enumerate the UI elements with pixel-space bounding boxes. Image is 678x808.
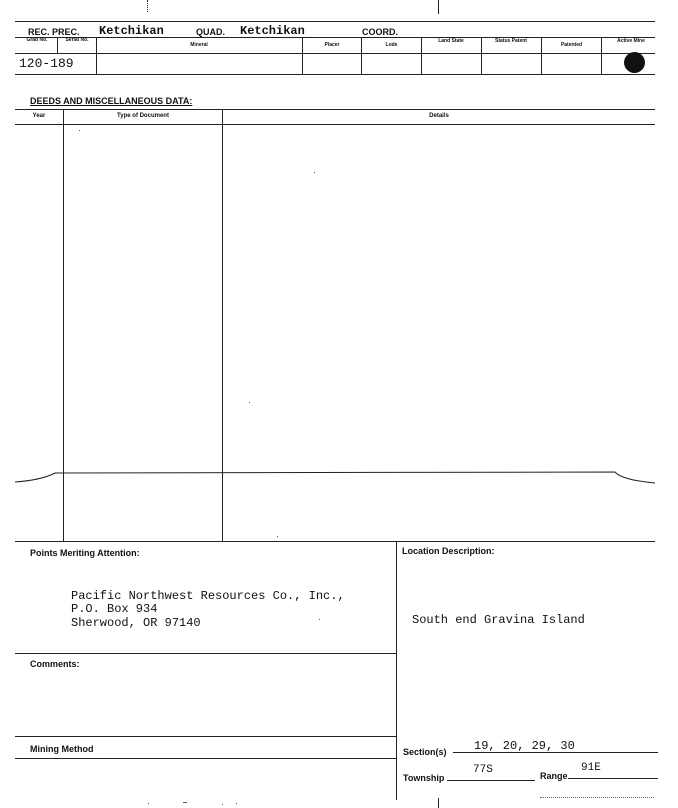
points-label: Points Meriting Attention: <box>30 548 140 558</box>
punch-hole-mark <box>624 52 645 73</box>
township-value: 77S <box>473 764 493 776</box>
township-label: Township <box>403 773 445 783</box>
location-value: South end Gravina Island <box>412 613 585 627</box>
col-lode: Lode <box>385 42 398 48</box>
comments-label: Comments: <box>30 659 80 669</box>
bottom-scan-noise <box>540 797 654 798</box>
bottom-tick-mark <box>438 798 439 808</box>
rec-prec-value: Ketchikan <box>99 24 164 38</box>
points-line-2: P.O. Box 934 <box>71 602 158 616</box>
col-placer: Placer <box>324 42 340 48</box>
deeds-title: DEEDS AND MISCELLANEOUS DATA: <box>30 96 193 106</box>
col-status-patent: Status Patent <box>495 38 527 44</box>
grad-no-value: 120-189 <box>19 56 74 71</box>
col-details: Details <box>429 113 449 119</box>
sections-value: 19, 20, 29, 30 <box>474 739 575 753</box>
points-line-1: Pacific Northwest Resources Co., Inc., <box>71 589 345 603</box>
col-patented: Patented <box>560 42 583 48</box>
points-line-3: Sherwood, OR 97140 <box>71 616 201 630</box>
coord-label: COORD. <box>362 27 398 37</box>
quad-value: Ketchikan <box>240 24 305 38</box>
page-fold-break <box>0 462 678 492</box>
col-serial-no: Serial No. <box>65 37 89 43</box>
location-label: Location Description: <box>402 546 495 556</box>
col-mineral: Mineral <box>190 42 208 48</box>
col-active-mine: Active Mine <box>617 38 645 44</box>
col-type-of-document: Type of Document <box>117 113 169 119</box>
sections-label: Section(s) <box>403 747 447 757</box>
top-tick-mark <box>438 0 439 14</box>
col-year: Year <box>32 113 46 119</box>
col-land-state: Land State <box>438 38 464 44</box>
range-label: Range <box>540 771 568 781</box>
mining-method-label: Mining Method <box>30 744 94 754</box>
quad-label: QUAD. <box>196 27 225 37</box>
top-scan-mark <box>147 0 148 12</box>
col-grad-no: Grad No. <box>26 37 48 43</box>
rec-prec-label: REC. PREC. <box>28 27 80 37</box>
range-value: 91E <box>581 762 601 774</box>
